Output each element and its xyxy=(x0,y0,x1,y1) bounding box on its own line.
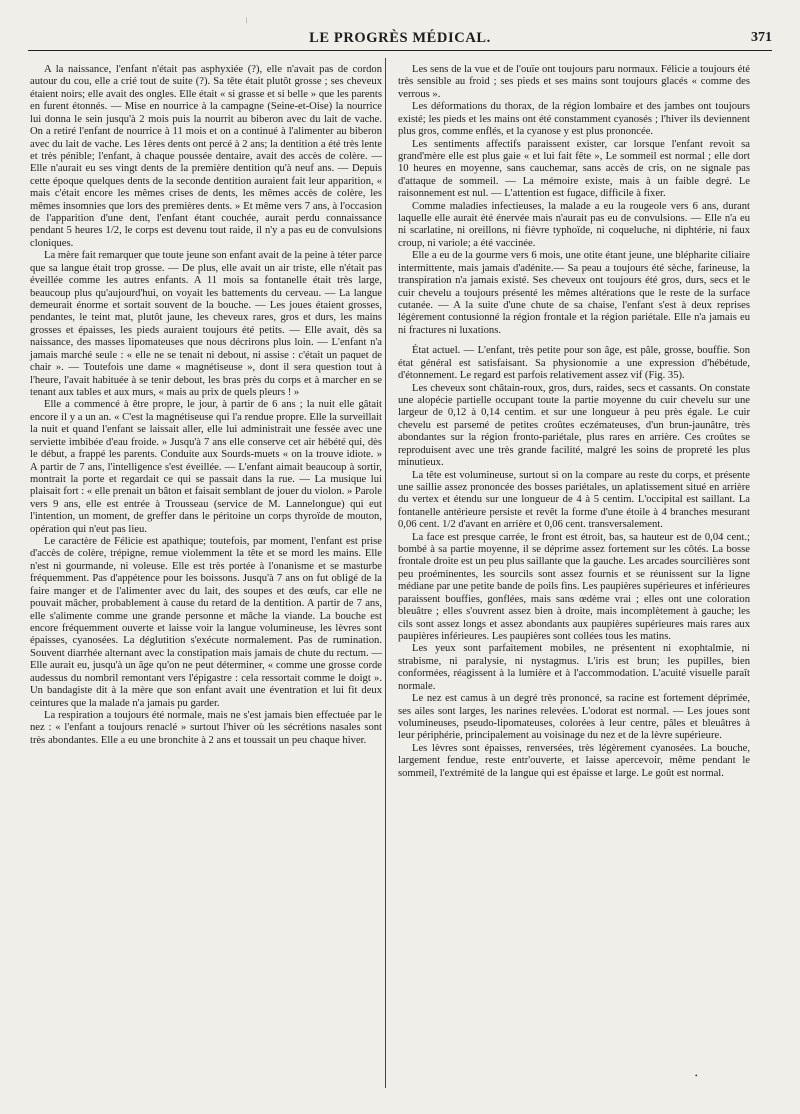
paragraph: A la naissance, l'enfant n'était pas asphyxiée (?), elle n'avait pas de cordon autour du cou, elle a crié tout de suite (?). Sa tête était plutôt grosse ; ses cheveux étaient noirs; elle avait des ongles. Elle était « si grasse et si belle » que les parents en furent étonnés. — Mise en nourrice à la campagne (Seine-et-Oise) la nourrice lui donna le sein jusqu'à 2 mois puis la nourrit au biberon avec du lait de vache. On a retiré l'enfant de nourrice à 11 mois et on a continué à l'alimenter au biberon avec du lait de vache. Les 1ères dents ont percé à 2 ans; la dentition a été très lente et très pénible; l'enfant, à chaque poussée dentaire, avait des accès de colère. — Elle n'aurait eu ses vingt dents de la première dentition qu'à neuf ans. — Depuis cette époque quelques dents de la seconde dentition auraient fait leur apparition, « mais c'était encore les mêmes crises de dents, les mêmes accès de colère, les mêmes insomnies que lors des premières dents. » Et même vers 7 ans, à l'occasion de l'apparition d'une dent, l'enfant étant couchée, aurait perdu connaissance pendant 5 heures 1/2, le corps est devenu tout raide, il n'y a pas eu de convulsions cloniques. xyxy=(30,64,382,249)
left-column xyxy=(30,64,382,747)
paragraph: Le nez est camus à un degré très prononcé, sa racine est fortement déprimée, ses ailes sont larges, les narines relevées. L'odorat est normal. — Les joues sont volumineuses, pseudo-lipomateuses, colorées à leur centre, pâles et bleuâtres à leur périphérie, principalement au voisinage du nez et de la lèvre supérieure. xyxy=(398,693,750,742)
paragraph: Les cheveux sont châtain-roux, gros, durs, raides, secs et cassants. On constate une alopécie partielle occupant toute la partie moyenne du cuir chevelu sur une largeur de 0,12 à 0,14 centim. et sur une longueur à peu près égale. Le cuir chevelu est parsemé de petites croûtes eczémateuses, d'un brun-jaunâtre, très abondantes sur la région fronto-pariétale, plus rares en arrière. Ces croûtes se reproduisent avec une très grande facilité, malgré les soins de propreté les plus minutieux. xyxy=(398,382,750,469)
paragraph: Les déformations du thorax, de la région lombaire et des jambes ont toujours existé; les pieds et les mains ont été constamment cyanosés ; l'hiver ils deviennent plus gros, comme enflés, et la cyanose y est plus prononcée. xyxy=(398,101,750,138)
paragraph: La respiration a toujours été normale, mais ne s'est jamais bien effectuée par le nez : « l'enfant a toujours renaclé » surtout l'hiver où les sécrétions nasales sont très abondantes. Elle a eu une bronchite à 2 ans et toussait un peu chaque hiver. xyxy=(30,709,382,746)
paragraph: La mère fait remarquer que toute jeune son enfant avait de la peine à téter parce que sa langue était trop grosse. — De plus, elle avait un air triste, elle n'était pas éveillée comme les autres enfants. A 11 mois sa fontanelle était très large, beaucoup plus qu'aujourd'hui, on voyait les battements du cerveau. — La langue demeurait énorme et sortait souvent de la bouche. — Les joues étaient grosses, pendantes, le teint mat, plutôt jaune, les cheveux rares, gros et durs, les mains grosses et épaisses, les pieds auraient toujours été petits. — Elle avait, dès sa naissance, des masses lipomateuses que nous décrirons plus loin. — L'enfant n'a jamais marché seule : « elle ne se tenait ni debout, ni assise : c'était un paquet de chair ». — Toutefois une dame « magnétiseuse », dont il sera question tout à l'heure, l'avait habituée à se tenir debout, les bras près du corps et à marcher en se tenant aux tables et aux murs, « mais au prix de quels pleurs ! » xyxy=(30,250,382,398)
paragraph: Les sens de la vue et de l'ouïe ont toujours paru normaux. Félicie a toujours été très sensible au froid ; ses pieds et ses mains sont toujours glacés « comme des verrous ». xyxy=(398,64,750,100)
column-divider xyxy=(385,58,386,1088)
paragraph: Comme maladies infectieuses, la malade a eu la rougeole vers 6 ans, durant laquelle elle aurait été énervée mais n'aurait pas eu de convulsions. — Elle n'a eu ni scarlatine, ni oreillons, ni fièvre typhoïde, ni coqueluche, ni diphtérie, ni faux croup, ni variole; a été vaccinée. xyxy=(398,200,750,249)
page-header xyxy=(28,28,772,51)
paragraph: Elle a eu de la gourme vers 6 mois, une otite étant jeune, une blépharite ciliaire intermittente, mais jamais d'adénite.— Sa peau a toujours été sèche, farineuse, la transpiration n'a jamais existé. Ses cheveux ont toujours été gros, durs, secs et le cuir chevelu a toujours présenté les mêmes altérations que le reste de la surface cutanée. — A la suite d'une chute de sa chaise, l'enfant s'est à deux reprises légèrement contusionné la région frontale et la région pariétale. Elle n'a jamais eu ni fractures ni luxations. xyxy=(398,250,750,336)
paragraph: Les sentiments affectifs paraissent exister, car lorsque l'enfant revoit sa grand'mère elle est plus gaie « et lui fait fête », Le sommeil est normal ; elle dort 10 heures en moyenne, sans cauchemar, sans accès de cris, on ne signale pas d'attaque de sommeil. — La mémoire existe, mais à un faible degré. Le raisonnement est nul. — L'attention est fugace, difficile à fixer. xyxy=(398,138,750,200)
paragraph: Les yeux sont parfaitement mobiles, ne présentent ni exophtalmie, ni strabisme, ni paralysie, ni nystagmus. L'iris est brun; les pupilles, bien conformées, réagissent à la lumière et à l'accommodation. L'acuité visuelle paraît normale. xyxy=(398,643,750,692)
page-number: 371 xyxy=(751,30,772,45)
print-mark: | xyxy=(246,16,248,24)
paragraph: La tête est volumineuse, surtout si on la compare au reste du corps, et présente une saillie assez prononcée des bosses pariétales, un aplatissement situé en arrière du vertex et étendu sur une longueur de 4 à 5 centim. L'occipital est saillant. La fontanelle antérieure persiste et revêt la forme d'une étoile à 4 branches mesurant 0,06 cent. 1/2 d'avant en arrière et 0,06 cent. transversalement. xyxy=(398,469,750,531)
paragraph: Les lèvres sont épaisses, renversées, très légèrement cyanosées. La bouche, largement fendue, reste entr'ouverte, et laisse apercevoir, même pendant le sommeil, l'extrémité de la langue qui est épaisse et large. Le goût est normal. xyxy=(398,742,750,779)
journal-title: LE PROGRÈS MÉDICAL. xyxy=(309,30,491,46)
paragraph: La face est presque carrée, le front est étroit, bas, sa hauteur est de 0,04 cent.; bombé à sa partie moyenne, il se déprime assez fortement sur les côtés. La bosse frontale droite est un peu plus saillante que la gauche. Les arcades sourcilières sont peu proéminentes, les sourcils sont assez fournis et se réunissent sur la ligne médiane par une petite bande de poils fins. Les paupières supérieures et inférieures paraissent bouffies, gonflées, mais sans œdème vrai ; elles ont une coloration bleuâtre ; elles s'ouvrent assez bien à droite, mais incomplètement à gauche; les cils sont assez longs et assez abondants aux paupières supérieures mais rares aux paupières inférieures. Les paupières sont collées tous les matins. xyxy=(398,531,750,642)
right-column xyxy=(398,64,750,780)
paragraph: Le caractère de Félicie est apathique; toutefois, par moment, l'enfant est prise d'accès de colère, trépigne, remue violemment la tête et se mord les mains. Elle n'est ni gourmande, ni voleuse. Elle est très portée à l'onanisme et se masturbe fréquemment. Pas d'appétence pour les boissons. Jusqu'à 7 ans on fut obligé de la faire manger et de l'alimenter avec du lait, des soupes et des œufs, car elle ne pouvait mâcher, probablement à cause du retard de la dentition. A partir de 7 ans, elle s'alimente comme une grande personne et mâche la viande. La bouche est encore fréquemment ouverte et laisse voir la langue volumineuse, les lèvres sont épaisses, cyanosées. La déglutition s'exécute normalement. Pas de rumination. Souvent diarrhée alternant avec la constipation mais jamais de chute du rectum. — Elle aurait eu, jusqu'à un âge qu'on ne peut déterminer, « comme une grosse corde audessus du nombril remontant vers l'épigastre : cela ressortait comme le doigt ». Un bandagiste dit à la mère que son enfant avait une éventration et lui fit deux ceintures que la malade n'a jamais pu garder. xyxy=(30,536,382,709)
end-ornament: • xyxy=(695,1072,698,1080)
section-paragraph-etat-actuel: État actuel. — L'enfant, très petite pour son âge, est pâle, grosse, bouffie. Son état général est satisfaisant. Sa physionomie a une expression d'hébétude, d'étonnement. Le regard est parfois relativement assez vif (Fig. 35). xyxy=(398,345,750,382)
paragraph: Elle a commencé à être propre, le jour, à partir de 6 ans ; la nuit elle gâtait encore il y a un an. « C'est la magnétiseuse qui l'a rendue propre. Elle la surveillait la nuit et quand l'enfant se laissait aller, elle lui administrait une fessée avec une serviette imbibée d'eau froide. » Jusqu'à 7 ans elle conserve cet air hébété qui, dès le début, a frappé les parents. Conduite aux Sourds-muets « on la trouve idiote. » A partir de 7 ans, l'intelligence s'est éveillée. — L'enfant aimait beaucoup à sortir, montrait la porte et regardait ce qui se passait dans la rue. — La musique lui plaisait fort : « elle prenait un bâton et faisait semblant de jouer du violon. » Parole vers 9 ans, elle est entrée à Trousseau (service de M. Lannelongue) qui eut l'intention, un moment, de greffer dans le péritoine un corps thyroïde de mouton, opération qui n'eut pas lieu. xyxy=(30,399,382,535)
